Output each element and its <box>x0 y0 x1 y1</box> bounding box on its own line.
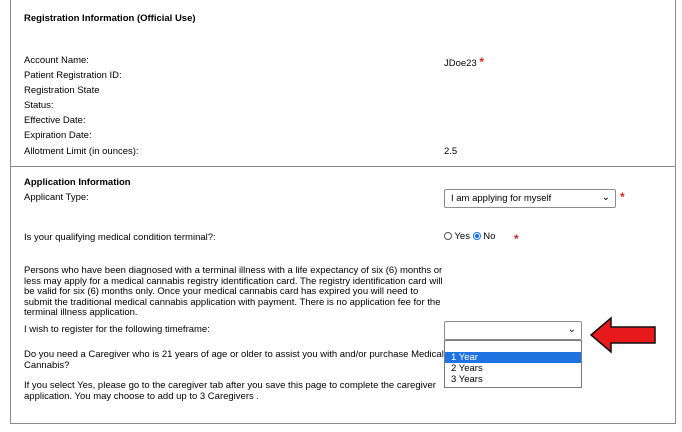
required-star: * <box>620 190 625 204</box>
applicant-type-label: Applicant Type: <box>24 192 89 203</box>
allotment-limit-value: 2.5 <box>444 146 458 157</box>
terminal-question-label: Is your qualifying medical condition terminal?: <box>24 232 216 243</box>
terminal-illness-note: Persons who have been diagnosed with a terminal illness with a life expectancy of six (6) months or less may apply for a medical cannabis registry identification card. The registry identification card will be valid for six (6) months only. Once your medical cannabis card has expired you will need to submit the traditional medical cannabis application with payment. There is no application fee for the terminal illness application. <box>24 265 443 318</box>
effective-date-label: Effective Date: <box>24 115 86 126</box>
caregiver-note: If you select Yes, please go to the caregiver tab after you save this page to complete the caregiver application. You may choose to add up to 3 Caregivers . <box>24 380 436 402</box>
account-name-label: Account Name: <box>24 55 89 66</box>
patient-registration-id-label: Patient Registration ID: <box>24 70 122 81</box>
application-heading: Application Information <box>24 177 131 188</box>
red-arrow-annotation-icon <box>589 315 659 355</box>
status-label: Status: <box>24 100 54 111</box>
required-star: * <box>479 55 485 69</box>
chevron-down-icon: ⌄ <box>567 324 576 335</box>
applicant-type-select[interactable] <box>444 189 616 208</box>
allotment-limit-label: Allotment Limit (in ounces): <box>24 146 139 157</box>
timeframe-option-1-year[interactable]: 1 Year <box>445 352 581 363</box>
timeframe-select[interactable] <box>444 321 582 340</box>
account-name-value: JDoe23 * <box>444 55 485 69</box>
caregiver-question: Do you need a Caregiver who is 21 years of age or older to assist you with and/or purchase Medical Cannabis? <box>24 349 444 371</box>
required-star: * <box>514 232 519 246</box>
timeframe-option-3-years[interactable]: 3 Years <box>451 374 483 385</box>
registration-heading: Registration Information (Official Use) <box>24 13 196 24</box>
terminal-radio-group <box>444 231 495 242</box>
section-divider <box>10 166 676 167</box>
expiration-date-label: Expiration Date: <box>24 130 92 141</box>
registration-state-label: Registration State <box>24 85 100 96</box>
terminal-no-label[interactable]: No <box>483 231 496 242</box>
timeframe-label: I wish to register for the following timeframe: <box>24 324 210 335</box>
chevron-down-icon: ⌄ <box>601 192 610 203</box>
terminal-yes-label[interactable]: Yes <box>454 231 470 242</box>
timeframe-option-2-years[interactable]: 2 Years <box>451 363 483 374</box>
applicant-type-value: I am applying for myself <box>451 193 552 204</box>
terminal-no-radio[interactable] <box>473 232 481 240</box>
terminal-yes-radio[interactable] <box>444 232 452 240</box>
timeframe-option-blank[interactable] <box>445 341 581 352</box>
timeframe-dropdown-list[interactable] <box>444 340 582 388</box>
